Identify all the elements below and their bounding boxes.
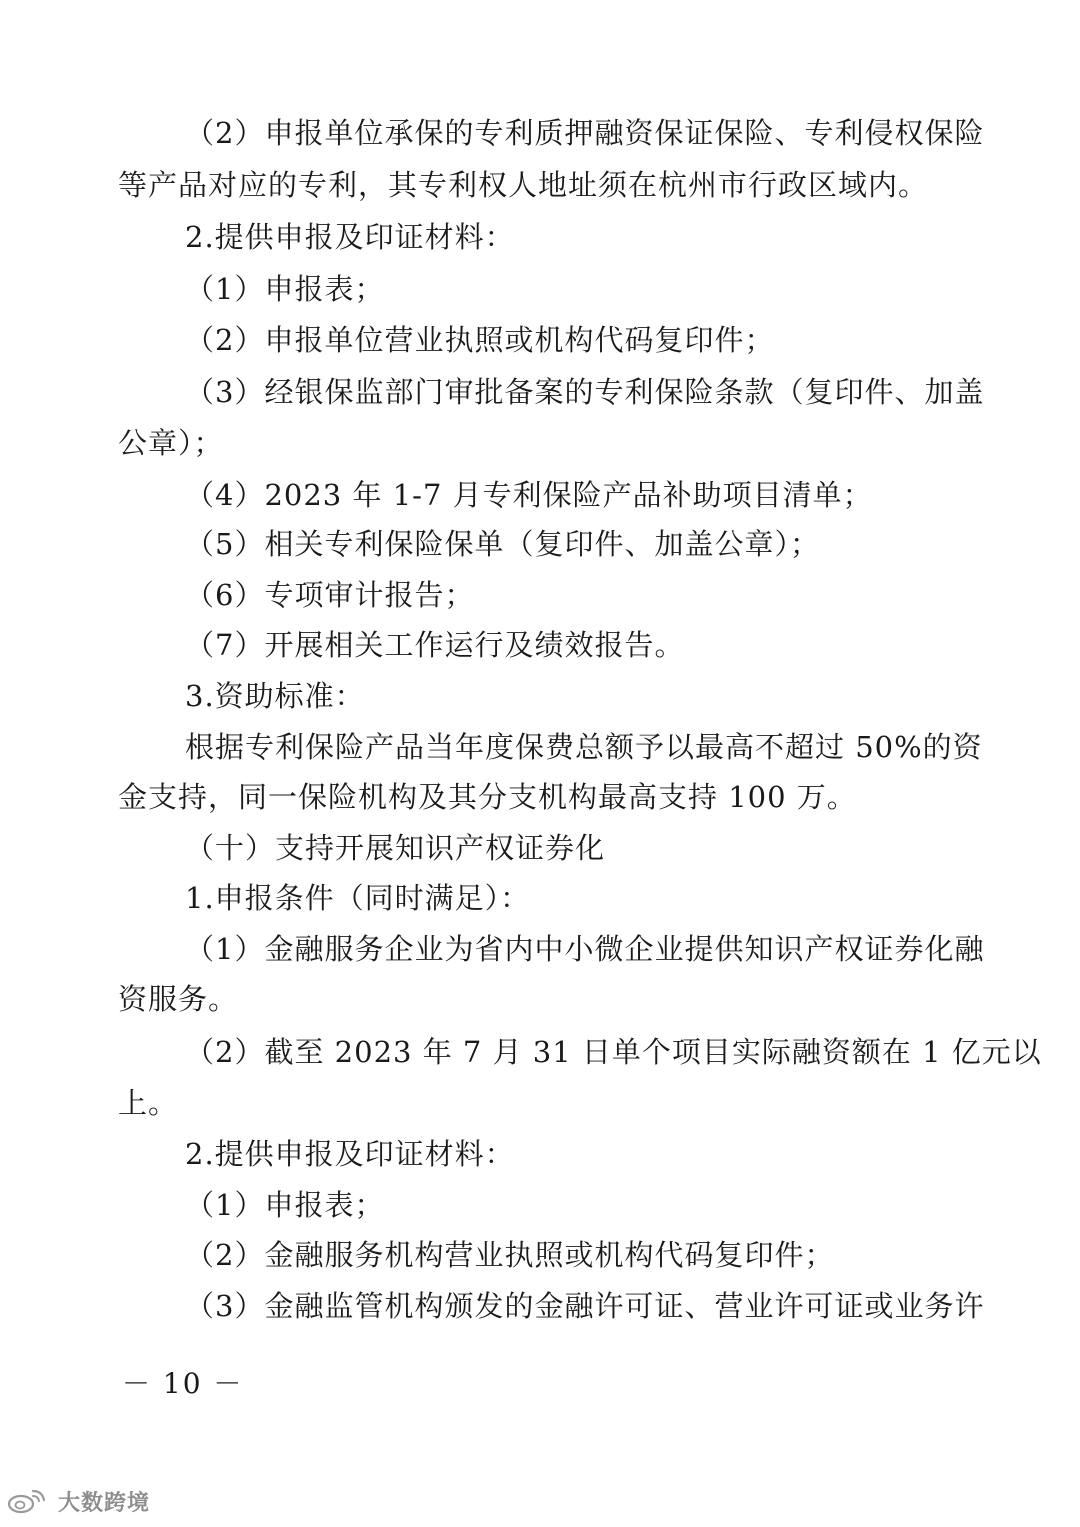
text-line: （1）申报表； bbox=[185, 1188, 385, 1222]
text-line: （3）经银保监部门审批备案的专利保险条款（复印件、加盖 bbox=[185, 375, 985, 409]
text-line: 1.申报条件（同时满足）： bbox=[185, 881, 531, 915]
text-line: （5）相关专利保险保单（复印件、加盖公章）； bbox=[185, 527, 820, 561]
text-line: （2）金融服务机构营业执照或机构代码复印件； bbox=[185, 1238, 835, 1272]
text-line: 公章）； bbox=[118, 426, 224, 460]
text-line: 上。 bbox=[118, 1086, 179, 1120]
text-line: 资服务。 bbox=[118, 982, 239, 1016]
page-number: － 10 － bbox=[122, 1367, 244, 1400]
text-line: （2）截至 2023 年 7 月 31 日单个项目实际融资额在 1 亿元以 bbox=[185, 1035, 1042, 1069]
text-line: 2.提供申报及印证材料： bbox=[185, 220, 515, 254]
text-line: 3.资助标准： bbox=[185, 679, 365, 713]
text-line: （2）申报单位营业执照或机构代码复印件； bbox=[185, 323, 775, 357]
weibo-logo-icon bbox=[6, 1487, 52, 1515]
text-line: 2.提供申报及印证材料： bbox=[185, 1137, 515, 1171]
text-line: （6）专项审计报告； bbox=[185, 578, 475, 612]
text-line: （1）金融服务企业为省内中小微企业提供知识产权证券化融 bbox=[185, 932, 985, 966]
text-line: 根据专利保险产品当年度保费总额予以最高不超过 50%的资 bbox=[185, 730, 983, 764]
text-line: （4）2023 年 1-7 月专利保险产品补助项目清单； bbox=[185, 478, 873, 512]
watermark-text: 大数跨境 bbox=[58, 1490, 151, 1516]
text-line: 金支持，同一保险机构及其分支机构最高支持 100 万。 bbox=[118, 780, 857, 814]
section-heading: （十）支持开展知识产权证券化 bbox=[185, 831, 606, 865]
text-line: 等产品对应的专利，其专利权人地址须在杭州市行政区域内。 bbox=[118, 168, 929, 202]
watermark bbox=[6, 1485, 150, 1517]
text-line: （3）金融监管机构颁发的金融许可证、营业许可证或业务许 bbox=[185, 1289, 985, 1323]
text-line: （2）申报单位承保的专利质押融资保证保险、专利侵权保险 bbox=[185, 116, 985, 150]
text-line: （1）申报表； bbox=[185, 272, 385, 306]
text-line: （7）开展相关工作运行及绩效报告。 bbox=[185, 628, 685, 662]
